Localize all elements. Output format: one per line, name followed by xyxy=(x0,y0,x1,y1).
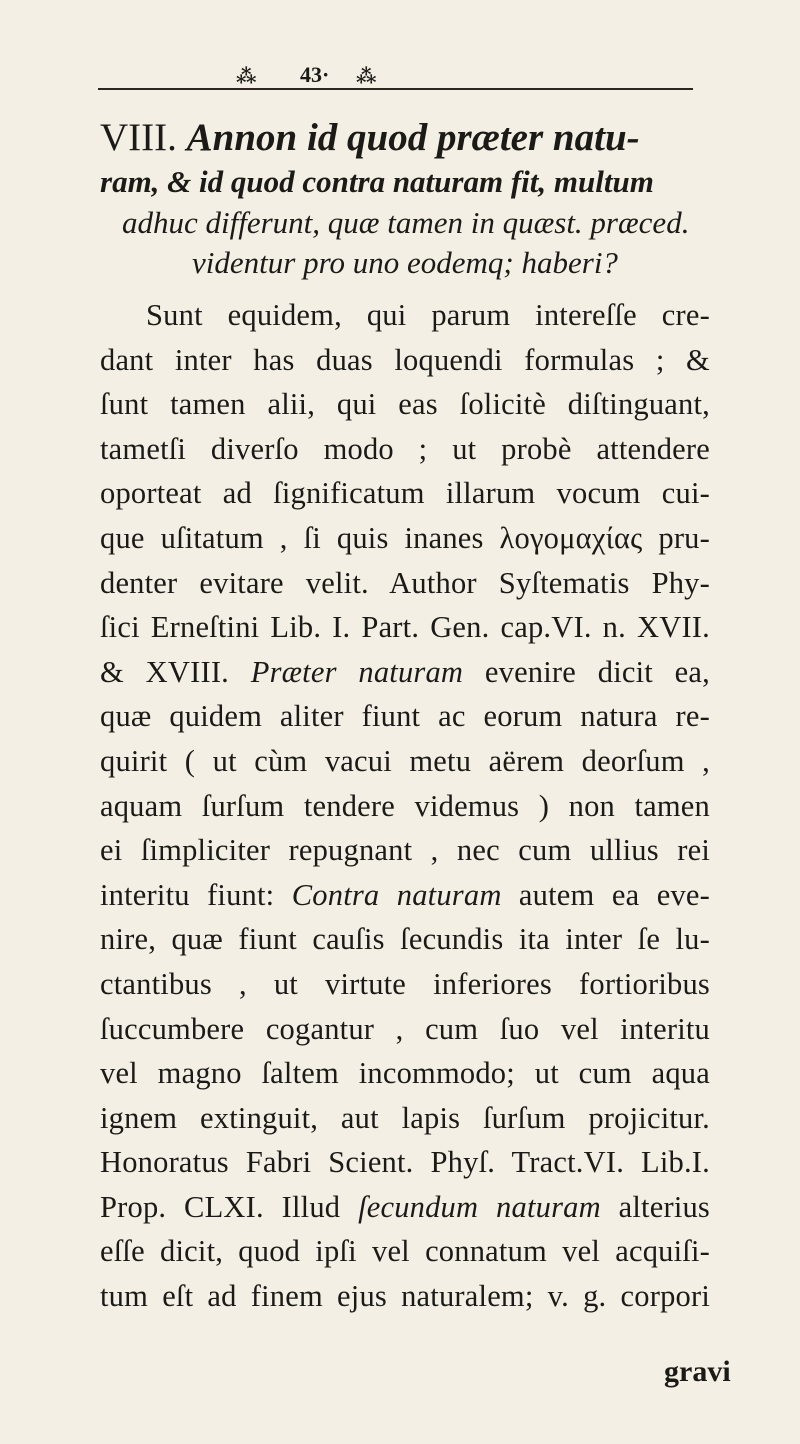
paragraph-line: ſunt tamen alii, qui eas ſolicitè diſtinguant, xyxy=(100,387,710,422)
paragraph-line: oporteat ad ſignificatum illarum vocum cui- xyxy=(100,476,710,511)
paragraph-line: & XVIII. Præter naturam evenire dicit ea, xyxy=(100,654,710,689)
paragraph-line: ſuccumbere cogantur , cum ſuo vel interitu xyxy=(100,1011,710,1046)
question-line-2: ram, & id quod contra naturam fit, multum xyxy=(100,164,654,199)
page-number: 43· xyxy=(300,62,330,87)
paragraph-line: ignem extinguit, aut lapis ſurſum projicitur. xyxy=(100,1100,710,1135)
paragraph-line: Sunt equidem, qui parum intereſſe cre- xyxy=(146,298,710,332)
question-line-1 xyxy=(100,115,710,161)
paragraph-line: denter evitare velit. Author Syſtematis Phy- xyxy=(100,565,710,600)
paragraph-line: interitu fiunt: Contra naturam autem ea eve- xyxy=(100,877,710,912)
paragraph-line: ſici Erneſtini Lib. I. Part. Gen. cap.VI. n. XVII. xyxy=(100,610,710,645)
paragraph-line: nire, quæ fiunt cauſis ſecundis ita inter ſe lu- xyxy=(100,922,710,957)
running-header xyxy=(98,54,698,104)
question-number: VIII. xyxy=(100,116,177,159)
paragraph-line: eſſe dicit, quod ipſi vel connatum vel acquiſi- xyxy=(100,1234,710,1269)
question-line-3: adhuc differunt, quæ tamen in quæst. præced. xyxy=(122,205,690,240)
page-body xyxy=(100,115,710,1319)
paragraph-line: dant inter has duas loquendi formulas ; & xyxy=(100,342,710,377)
paragraph-line: tum eſt ad finem ejus naturalem; v. g. corpori xyxy=(100,1279,710,1314)
header-rule xyxy=(98,88,693,90)
paragraph-line: que uſitatum , ſi quis inanes λογομαχίας pru- xyxy=(100,520,710,555)
paragraph-line: quæ quidem aliter fiunt ac eorum natura re- xyxy=(100,699,710,734)
paragraph-line: ctantibus , ut virtute inferiores fortioribus xyxy=(100,966,710,1001)
paragraph-line: vel magno ſaltem incommodo; ut cum aqua xyxy=(100,1056,710,1091)
answer-paragraph xyxy=(100,293,710,1319)
paragraph-line: quirit ( ut cùm vacui metu aërem deorſum , xyxy=(100,743,710,778)
paragraph-line: tametſi diverſo modo ; ut probè attendere xyxy=(100,431,710,466)
paragraph-line: aquam ſurſum tendere videmus ) non tamen xyxy=(100,788,710,823)
paragraph-line: ei ſimpliciter repugnant , nec cum ullius rei xyxy=(100,833,710,868)
question-line-4: videntur pro uno eodemq; haberi? xyxy=(192,245,618,280)
paragraph-line: Prop. CLXI. Illud ſecundum naturam alterius xyxy=(100,1189,711,1224)
paragraph-line: Honoratus Fabri Scient. Phyſ. Tract.VI. Lib.I. xyxy=(100,1145,710,1180)
catchword: gravi xyxy=(664,1355,731,1388)
ornament-left-icon: ⁂ xyxy=(236,66,258,88)
ornament-right-icon: ⁂ xyxy=(356,66,378,88)
question-text-1: Annon id quod præter natu- xyxy=(186,116,640,159)
